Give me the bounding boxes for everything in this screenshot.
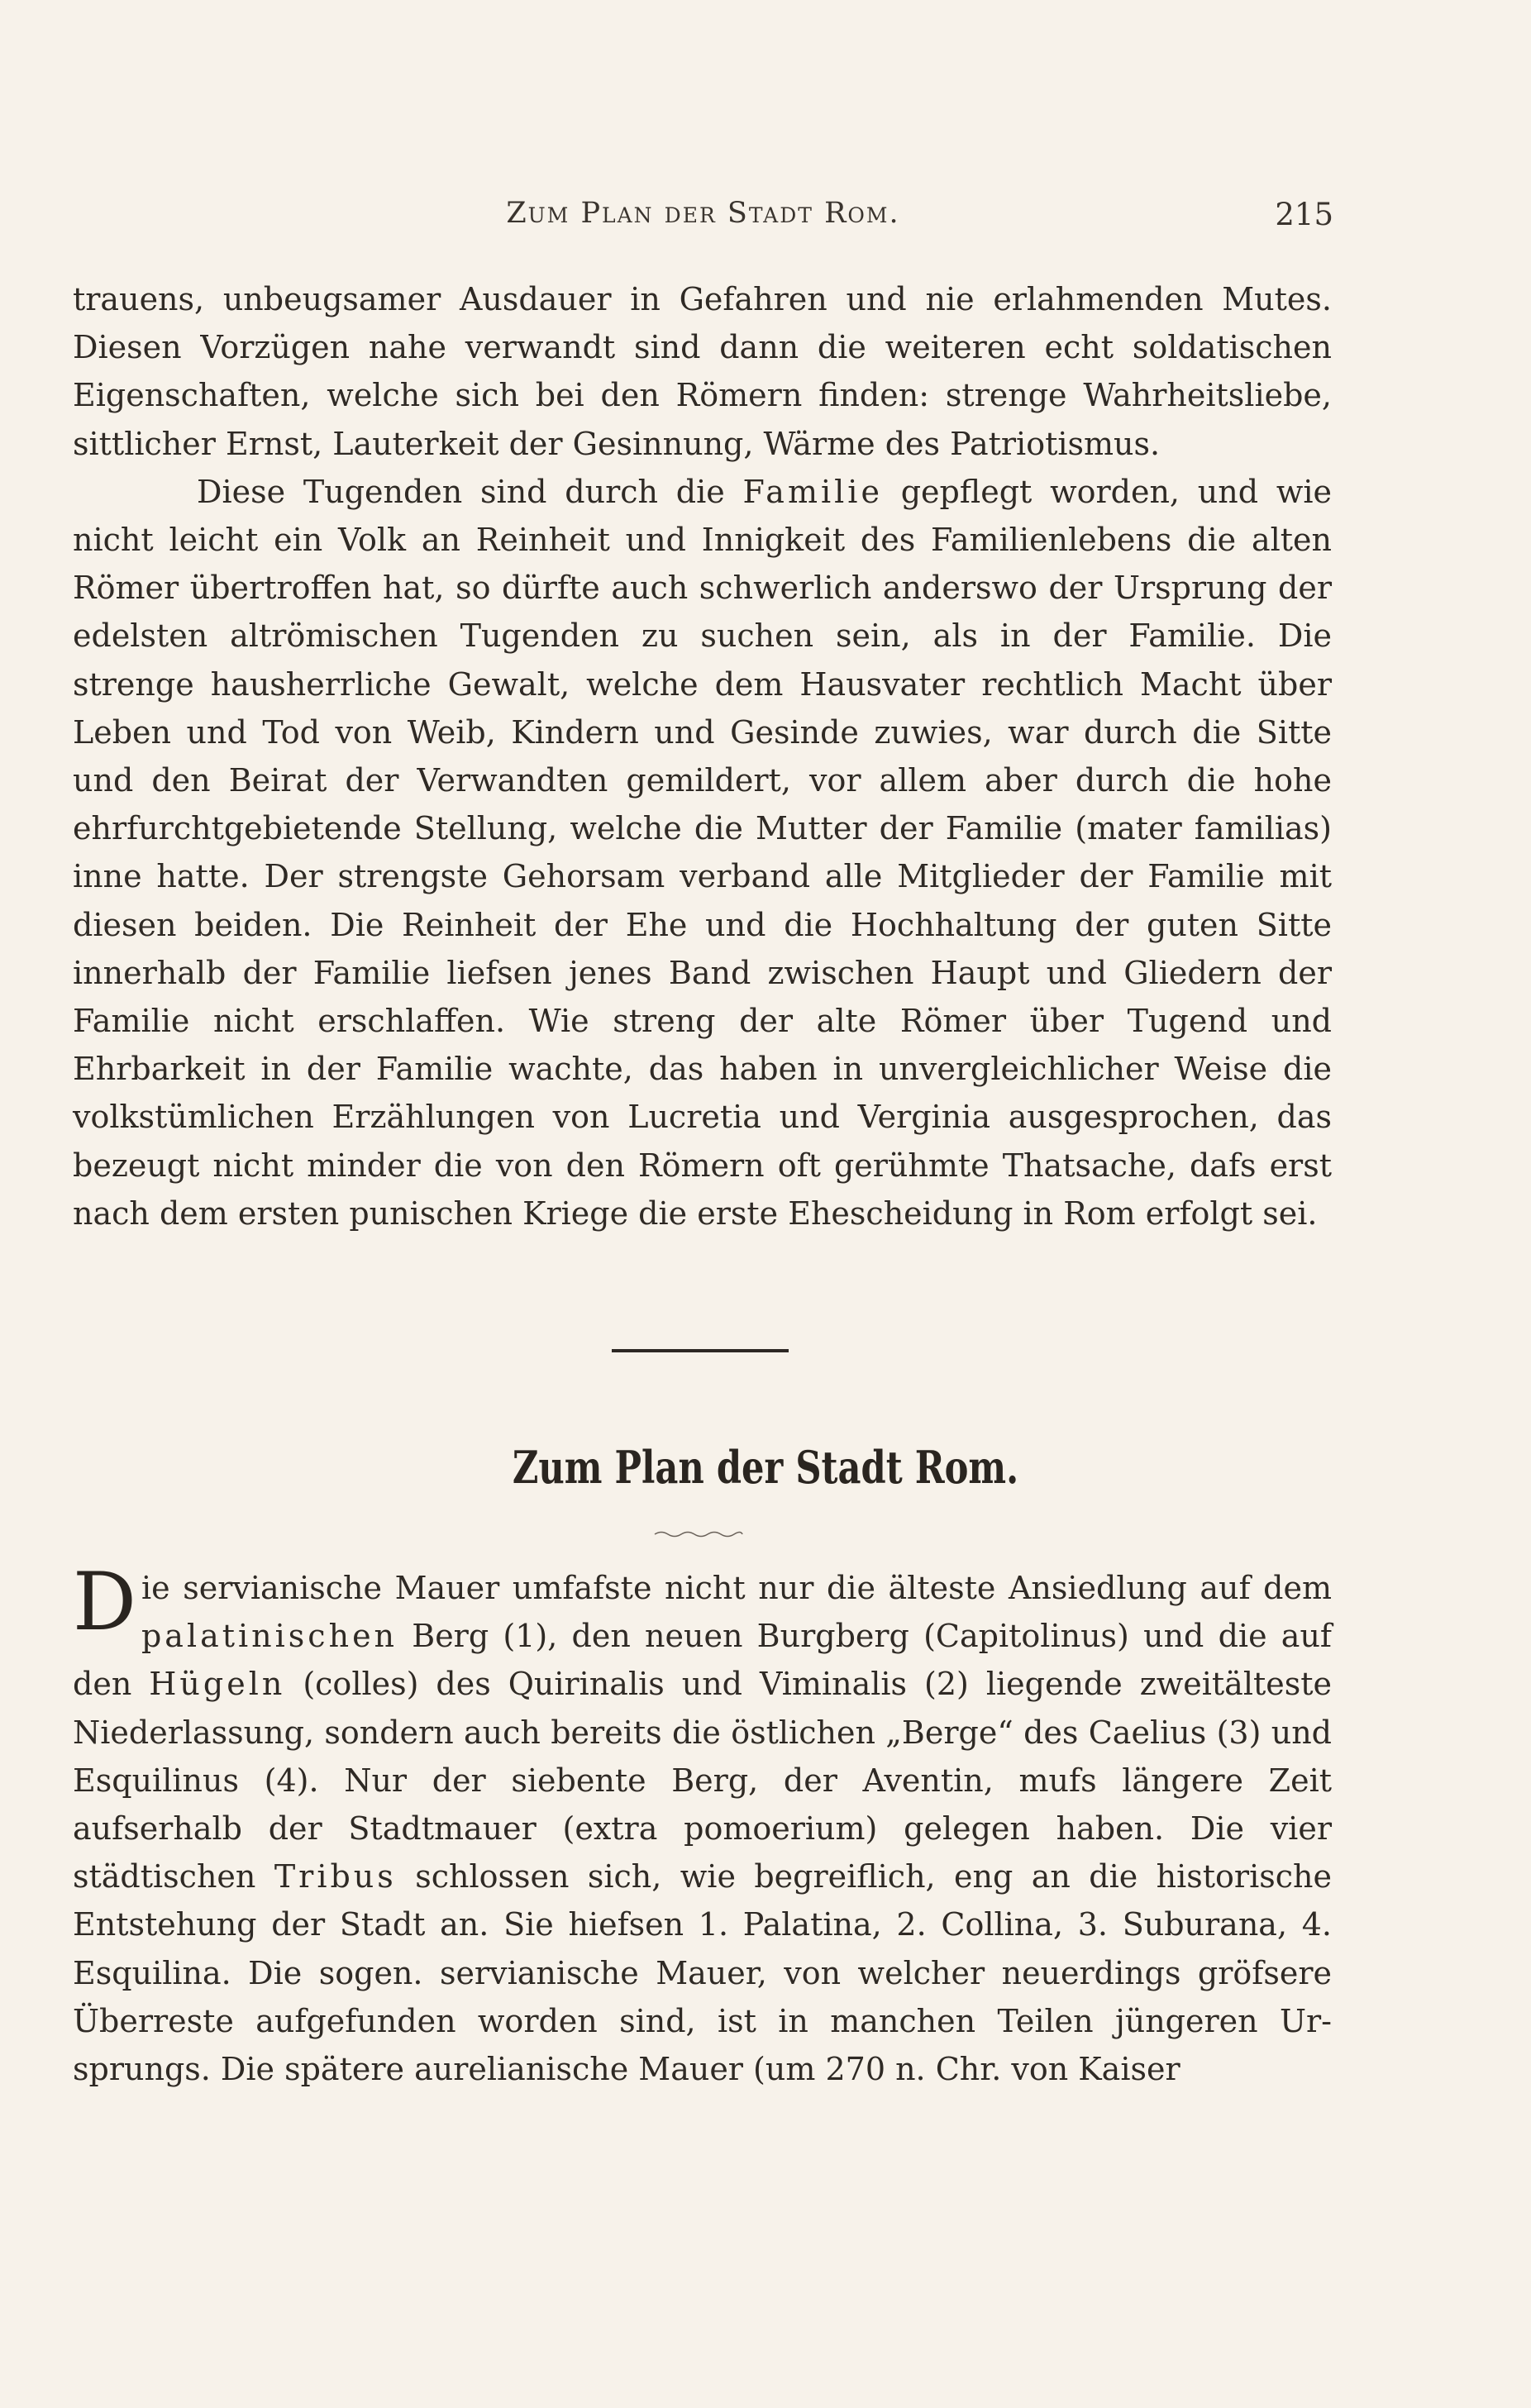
paragraph-text: (colles) des Quirinalis und Viminalis (2) liegende zweitälteste Niederlassung, sondern auch bereits die östlichen „Berge“ des Caelius (3) und Esquilinus (4). Nur der siebente Berg, der Aventin, mufs längere Zeit aufserhalb der Stadtmauer (extra pomoerium) gelegen haben. Die vier städtischen xyxy=(73,1666,1333,1895)
emphasis-huegeln: Hügeln xyxy=(149,1666,286,1703)
paragraph-familie xyxy=(73,468,1332,1237)
emphasis-palatinischen: palatinischen xyxy=(141,1618,398,1655)
paragraph-text: gepflegt worden, und wie nicht leicht ein Volk an Reinheit und Innigkeit des Familienlebens die alten Römer übertroffen hat, so dürfte auch schwerlich anderswo der Ursprung der edelsten altrömischen Tugenden zu suchen sein, als in der Familie. Die strenge hausherrliche Gewalt, welche dem Hausvater rechtlich Macht über Leben und Tod von Weib, Kindern und Gesinde zuwies, war durch die Sitte und den Beirat der Verwandten gemildert, vor allem aber durch die hohe ehrfurchtgebietende Stellung, welche die Mutter der Familie (mater familias) inne hatte. Der strengste Gehorsam verband alle Mitglieder der Familie mit diesen beiden. Die Reinheit der Ehe und die Hochhaltung der guten Sitte innerhalb der Familie liefsen jenes Band zwischen Haupt und Gliedern der Familie nicht erschlaffen. Wie streng der alte Römer über Tugend und Ehrbarkeit in der Familie wachte, das haben in unvergleichlicher Weise die volkstümlichen Erzählungen von Lucretia und Verginia ausgesprochen, das bezeugt nicht minder die von den Römern oft gerühmte Thatsache, dafs erst nach dem ersten punischen Kriege die erste Ehescheidung in Rom erfolgt sei. xyxy=(73,473,1332,1232)
running-head xyxy=(73,197,1333,246)
paragraph-text: Diese Tugenden sind durch die xyxy=(197,473,743,510)
paragraph-text: ie servianische Mauer umfafste nicht nur die älteste Ansiedlung auf dem xyxy=(141,1570,1332,1606)
emphasis-tribus: Tribus xyxy=(274,1858,397,1895)
emphasis-familie: Familie xyxy=(742,473,883,510)
drop-cap: D xyxy=(73,1556,136,1648)
section-title: Zum Plan der Stadt Rom. xyxy=(512,1441,1019,1494)
running-title: Zum Plan der Stadt Rom. xyxy=(506,197,900,230)
paragraph-text: schlossen sich, wie begreiflich, eng an die historische Entstehung der Stadt an. Sie hiefsen 1. Palatina, 2. Collina, 3. Suburana, 4. Esquilina. Die sogen. servianische Mauer, von welcher neuerdings gröfsere Überreste aufgefunden worden sind, ist in manchen Teilen jüngeren Ursprungs. Die spätere aurelianische Mauer (um 270 n. Chr. von Kaiser xyxy=(73,1858,1332,2088)
body-text-block xyxy=(73,275,1332,1237)
section-divider-rule xyxy=(612,1349,789,1352)
section-text-block xyxy=(73,1556,1333,2093)
page-number: 215 xyxy=(1275,197,1333,232)
section-paragraph xyxy=(73,1556,1333,2093)
ornament-flourish xyxy=(653,1529,744,1539)
paragraph-continued: trauens, unbeugsamer Ausdauer in Gefahren und nie erlahmenden Mutes. Diesen Vorzügen nahe verwandt sind dann die weiteren echt soldatischen Eigenschaften, welche sich bei den Römern finden: strenge Wahrheitsliebe, sittlicher Ernst, Lauterkeit der Gesinnung, Wärme des Patriotismus. xyxy=(73,281,1332,462)
paragraph-text: Berg (1), den neuen Burgberg (Capitolinus) und die auf den xyxy=(73,1618,1332,1703)
